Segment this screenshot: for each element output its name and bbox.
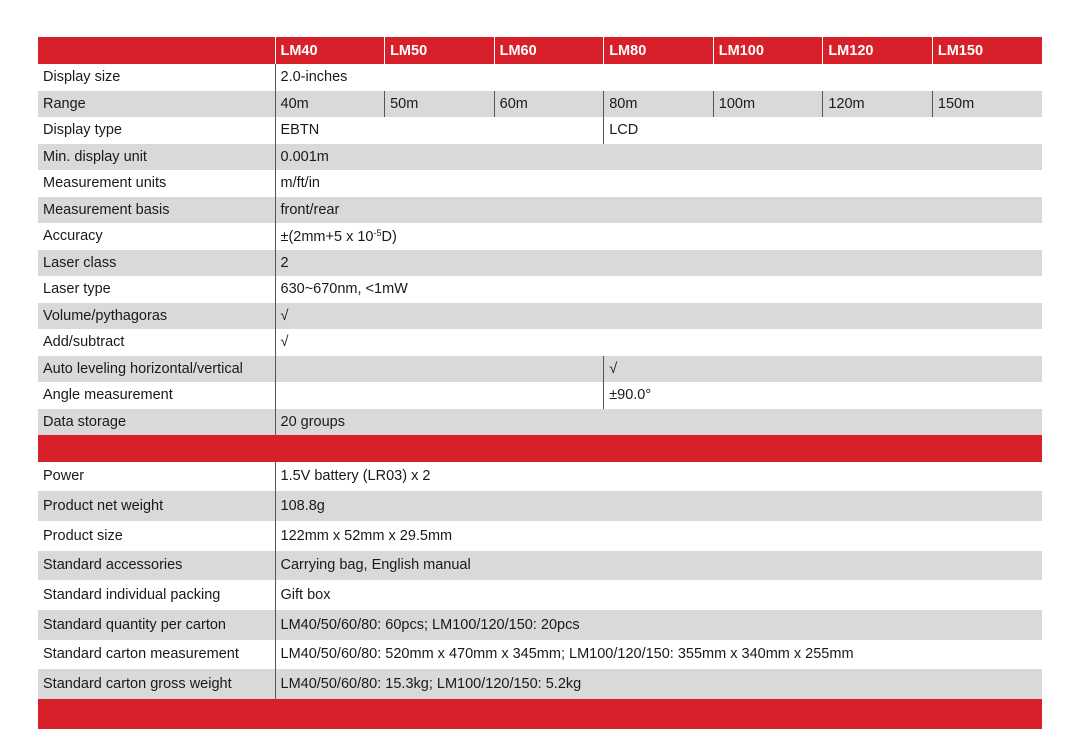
row-label: Accuracy xyxy=(38,223,275,250)
check-mark: √ xyxy=(280,334,289,351)
row-label: Standard individual packing xyxy=(38,580,275,610)
row-label: Angle measurement xyxy=(38,382,275,409)
model-header-lm150: LM150 xyxy=(932,37,1042,64)
row-label: Display type xyxy=(38,117,275,144)
row-value: Gift box xyxy=(280,587,331,604)
row-value: 0.001m xyxy=(275,144,1042,171)
row-label: Standard carton measurement xyxy=(38,640,275,670)
row-label: Data storage xyxy=(38,409,275,436)
row-value: 108.8g xyxy=(275,491,1042,521)
row-label: Measurement units xyxy=(38,170,275,197)
row-laser-type xyxy=(38,276,1042,303)
row-carton-measurement xyxy=(38,640,1042,670)
display-type-lcd: LCD xyxy=(604,117,1042,144)
display-type-ebtn: EBTN xyxy=(280,122,320,139)
range-lm60: 60m xyxy=(494,91,604,118)
row-range xyxy=(38,91,1042,118)
row-auto-leveling xyxy=(38,356,1042,383)
general-rows xyxy=(38,462,1042,729)
model-header-row xyxy=(38,37,1042,64)
model-header-lm100: LM100 xyxy=(713,37,823,64)
row-label: Range xyxy=(38,91,275,118)
row-value: 2 xyxy=(275,250,1042,277)
row-value: 1.5V battery (LR03) x 2 xyxy=(280,468,431,485)
row-value: front/rear xyxy=(275,197,1042,224)
row-display-type xyxy=(38,117,1042,144)
range-lm120: 120m xyxy=(823,91,933,118)
row-carton-quantity xyxy=(38,610,1042,640)
row-label: Laser type xyxy=(38,276,275,303)
row-angle-measurement xyxy=(38,382,1042,409)
spec-sheet xyxy=(38,37,1042,729)
row-product-size xyxy=(38,521,1042,551)
row-laser-class xyxy=(38,250,1042,277)
row-volume-pythagoras xyxy=(38,303,1042,330)
row-display-size xyxy=(38,64,1042,91)
range-lm50: 50m xyxy=(385,91,495,118)
model-header-lm60: LM60 xyxy=(494,37,604,64)
row-value: ±90.0° xyxy=(604,382,1042,409)
row-label: Laser class xyxy=(38,250,275,277)
range-lm40: 40m xyxy=(275,91,385,118)
row-value: LM40/50/60/80: 520mm x 470mm x 345mm; LM100/120/150: 355mm x 340mm x 255mm xyxy=(280,646,854,663)
row-net-weight xyxy=(38,491,1042,521)
row-label: Min. display unit xyxy=(38,144,275,171)
row-label: Standard carton gross weight xyxy=(38,669,275,699)
row-label: Standard quantity per carton xyxy=(38,610,275,640)
row-power xyxy=(38,462,1042,492)
row-label: Add/subtract xyxy=(38,329,275,356)
spec-rows xyxy=(38,64,1042,462)
row-label: Product size xyxy=(38,521,275,551)
check-mark: √ xyxy=(275,303,1042,330)
row-label: Display size xyxy=(38,64,275,91)
empty-cell xyxy=(275,382,604,409)
row-value: LM40/50/60/80: 15.3kg; LM100/120/150: 5.2kg xyxy=(275,669,1042,699)
row-data-storage xyxy=(38,409,1042,436)
row-value: Carrying bag, English manual xyxy=(275,551,1042,581)
range-lm150: 150m xyxy=(932,91,1042,118)
empty-cell xyxy=(275,356,604,383)
row-min-display-unit xyxy=(38,144,1042,171)
row-value: 2.0-inches xyxy=(280,69,348,86)
spec-table xyxy=(38,37,1042,729)
row-value: 630~670nm, <1mW xyxy=(280,281,408,298)
row-measurement-basis xyxy=(38,197,1042,224)
accuracy-exponent: -5 xyxy=(373,227,382,238)
row-add-subtract xyxy=(38,329,1042,356)
row-label: Standard accessories xyxy=(38,551,275,581)
range-lm100: 100m xyxy=(713,91,823,118)
row-value: 122mm x 52mm x 29.5mm xyxy=(280,527,453,544)
row-label: Product net weight xyxy=(38,491,275,521)
model-header-lm40: LM40 xyxy=(275,37,385,64)
range-lm80: 80m xyxy=(604,91,714,118)
accuracy-suffix: D) xyxy=(381,228,397,245)
row-measurement-units xyxy=(38,170,1042,197)
row-label: Auto leveling horizontal/vertical xyxy=(38,356,275,383)
row-value: 20 groups xyxy=(275,409,1042,436)
model-header-lm120: LM120 xyxy=(823,37,933,64)
row-accessories xyxy=(38,551,1042,581)
model-header-lm50: LM50 xyxy=(385,37,495,64)
check-mark: √ xyxy=(604,356,1042,383)
red-divider xyxy=(38,435,1042,462)
red-footer-bar xyxy=(38,699,1042,729)
header-blank-cell xyxy=(38,37,275,64)
row-label: Measurement basis xyxy=(38,197,275,224)
model-header-lm80: LM80 xyxy=(604,37,714,64)
accuracy-value xyxy=(275,223,1042,250)
row-label: Power xyxy=(38,462,275,492)
row-label: Volume/pythagoras xyxy=(38,303,275,330)
row-value: m/ft/in xyxy=(280,175,320,192)
accuracy-prefix: ±(2mm+5 x 10 xyxy=(280,228,374,245)
row-individual-packing xyxy=(38,580,1042,610)
row-accuracy xyxy=(38,223,1042,250)
row-carton-gross-weight xyxy=(38,669,1042,699)
row-value: LM40/50/60/80: 60pcs; LM100/120/150: 20pcs xyxy=(275,610,1042,640)
